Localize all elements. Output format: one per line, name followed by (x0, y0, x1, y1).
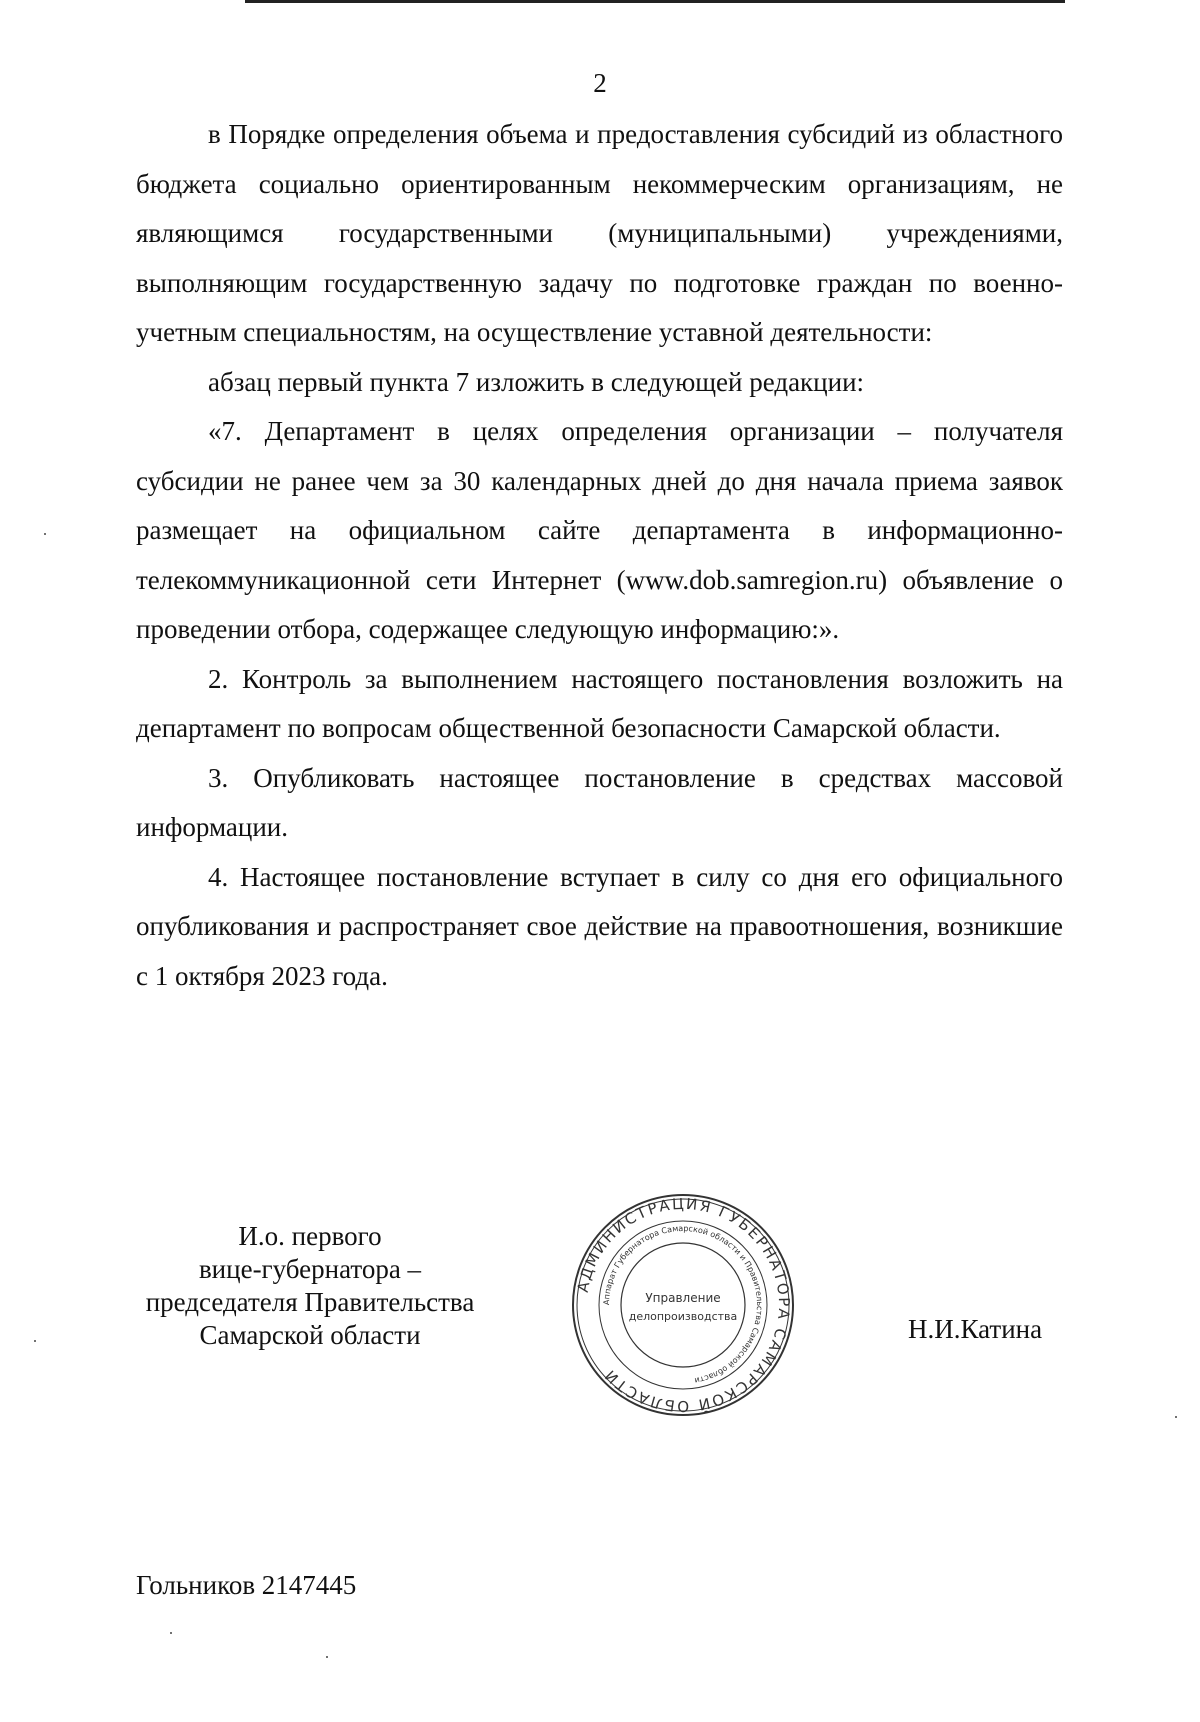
signer-position (130, 1220, 490, 1352)
seal-outer-text: АДМИНИСТРАЦИЯ ГУБЕРНАТОРА САМАРСКОЙ ОБЛАСТИ (573, 1194, 794, 1416)
paragraph-5: 3. Опубликовать настоящее постановление в средствах массовой информации. (136, 762, 1063, 842)
document-body (136, 110, 1063, 1001)
seal-center-line-1: Управление (645, 1291, 721, 1305)
scan-speck (44, 533, 46, 535)
scan-speck (1175, 1416, 1177, 1418)
signer-position-line: Самарской области (199, 1320, 421, 1350)
paragraph-3: «7. Департамент в целях определения организации – получателя субсидии не ранее чем за 30 календарных дней до дня начала приема заявок размещает на официальном сайте департамента в информационно-телекоммуникационной сети Интернет (www.dob.samregion.ru) объявление о проведении отбора, содержащее следующую информацию:». (136, 416, 1063, 644)
paragraph-6: 4. Настоящее постановление вступает в силу со дня его официального опубликования и распространяет свое действие на правоотношения, возникшие с 1 октября 2023 года. (136, 861, 1063, 991)
paragraph-2: абзац первый пункта 7 изложить в следующей редакции: (208, 366, 865, 397)
paragraph-1: в Порядке определения объема и предоставления субсидий из областного бюджета социально ориентированным некоммерческим организациям, не являющимся государственными (муниципальными) учреждениями, выполняющим государственную задачу по подготовке граждан по военно-учетным специальностям, на осуществление уставной деятельности: (136, 119, 1063, 347)
seal-graphic (568, 1190, 798, 1420)
paragraph-4: 2. Контроль за выполнением настоящего постановления возложить на департамент по вопросам общественной безопасности Самарской области. (136, 663, 1063, 743)
scan-speck (34, 1340, 36, 1342)
page-number: 2 (593, 68, 607, 98)
top-border-line (245, 0, 1065, 3)
signer-position-line: вице-губернатора – (198, 1254, 422, 1284)
signer-position-line: председателя Правительства (145, 1287, 475, 1317)
seal-middle-text: Аппарат Губернатора Самарской области и Правительства Самарской области (601, 1223, 765, 1386)
seal-center-line-2: делопроизводства (628, 1310, 738, 1323)
signer-name: Н.И.Катина (908, 1314, 1043, 1344)
scan-speck (326, 1656, 328, 1658)
scan-speck (170, 1632, 172, 1634)
signer-position-line: И.о. первого (238, 1221, 382, 1251)
executor-contact: Гольников 2147445 (136, 1570, 357, 1600)
official-seal (568, 1190, 798, 1420)
